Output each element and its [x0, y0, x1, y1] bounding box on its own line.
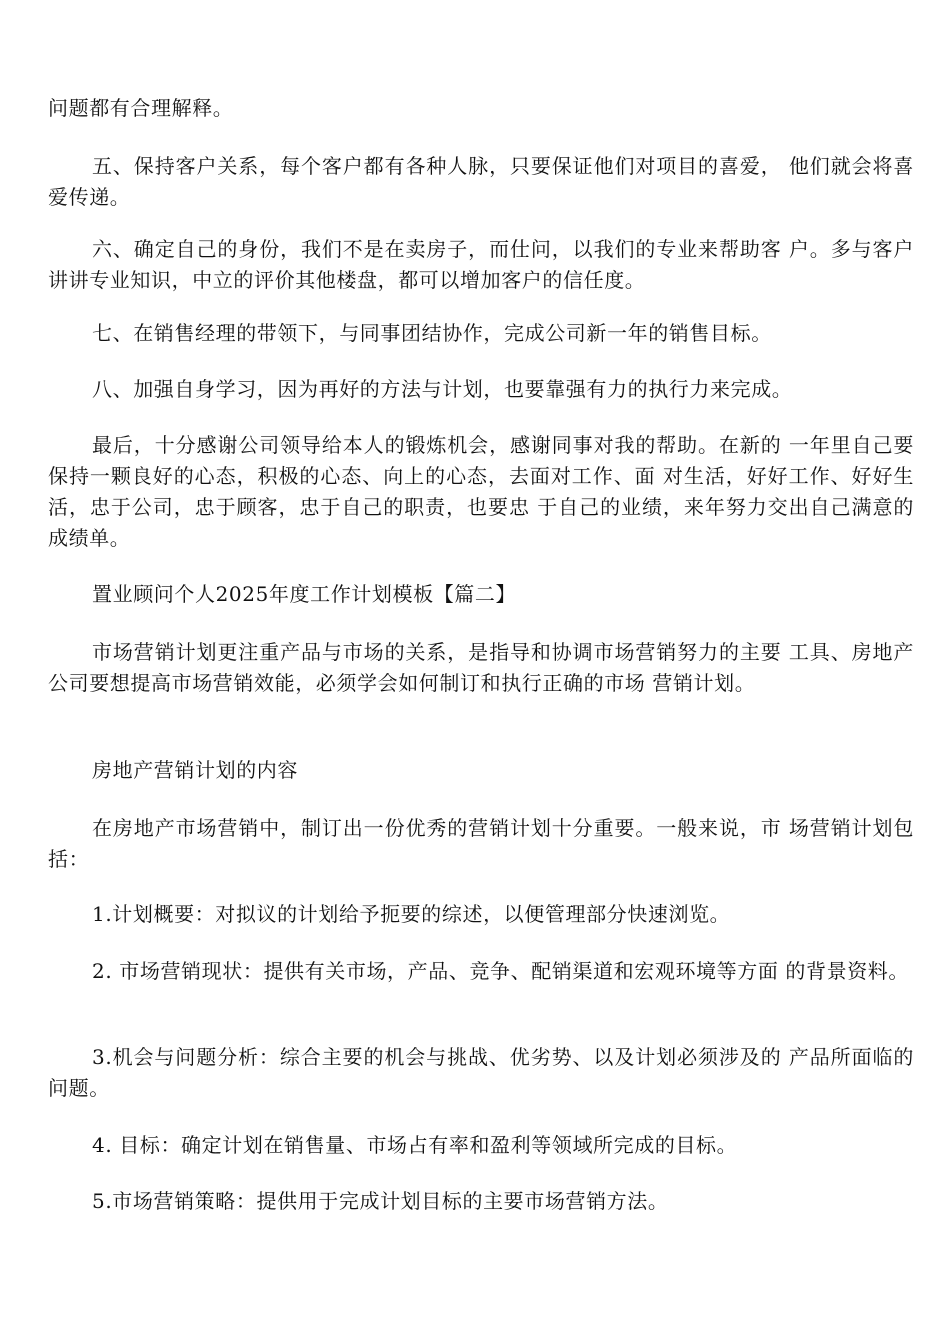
list-item-3: 3.机会与问题分析：综合主要的机会与挑战、优劣势、以及计划必须涉及的 产品所面临的问题。	[48, 1045, 914, 1100]
paragraph-item-5: 五、保持客户关系，每个客户都有各种人脉，只要保证他们对项目的喜爱， 他们就会将喜爱传递。	[48, 154, 914, 209]
paragraph-item-8: 八、加强自身学习，因为再好的方法与计划，也要靠强有力的执行力来完成。	[92, 377, 793, 401]
list-item-4: 4. 目标：确定计划在销售量、市场占有率和盈利等领域所完成的目标。	[92, 1133, 738, 1157]
paragraph-item-6: 六、确定自己的身份，我们不是在卖房子，而仕问，以我们的专业来帮助客 户。多与客户讲讲专业知识，中立的评价其他楼盘，都可以增加客户的信任度。	[48, 237, 914, 292]
paragraph-intro: 市场营销计划更注重产品与市场的关系，是指导和协调市场营销努力的主要 工具、房地产公司要想提高市场营销效能，必须学会如何制订和执行正确的市场 营销计划。	[48, 640, 914, 695]
section-title: 置业顾问个人2025年度工作计划模板【篇二】	[92, 582, 517, 606]
paragraph-closing: 最后，十分感谢公司领导给本人的锻炼机会，感谢同事对我的帮助。在新的 一年里自己要保持一颗良好的心态，积极的心态、向上的心态，去面对工作、面 对生活，好好工作、好好生活，忠于公司，忠于顾客，忠于自己的职责，也要忠 于自己的业绩，来年努力交出自己满意的成绩单。	[48, 433, 914, 550]
paragraph-continuation: 问题都有合理解释。	[48, 96, 234, 120]
list-item-1: 1.计划概要：对拟议的计划给予扼要的综述，以便管理部分快速浏览。	[92, 902, 731, 926]
list-item-2: 2. 市场营销现状：提供有关市场，产品、竞争、配销渠道和宏观环境等方面 的背景资料。	[92, 959, 909, 983]
list-item-5: 5.市场营销策略：提供用于完成计划目标的主要市场营销方法。	[92, 1189, 669, 1213]
subsection-title: 房地产营销计划的内容	[92, 758, 298, 782]
paragraph-item-7: 七、在销售经理的带领下，与同事团结协作，完成公司新一年的销售目标。	[92, 321, 772, 345]
paragraph-overview: 在房地产市场营销中，制订出一份优秀的营销计划十分重要。一般来说，市 场营销计划包括：	[48, 816, 914, 871]
